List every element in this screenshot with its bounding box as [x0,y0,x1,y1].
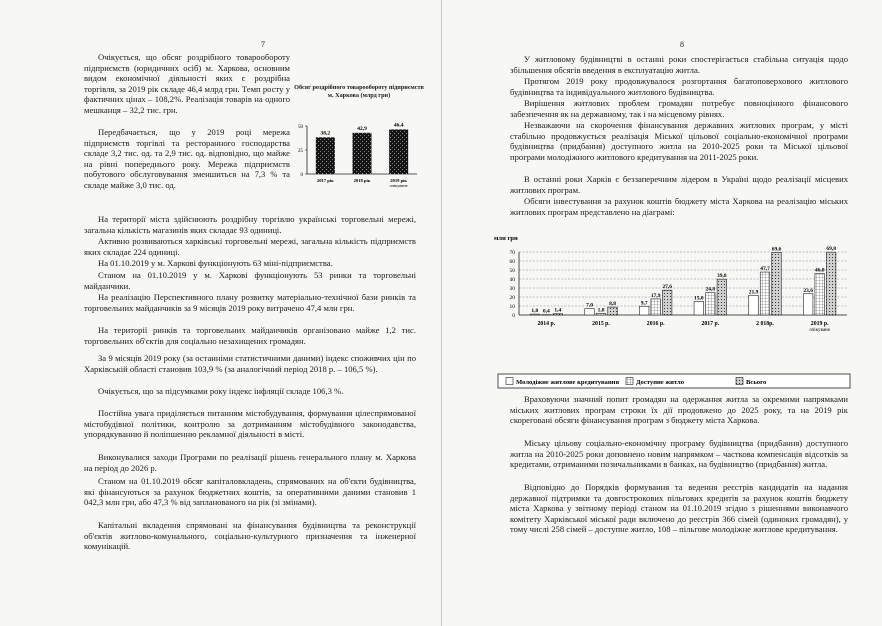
data-label: 7,0 [586,302,593,309]
paragraph: Очікується, що обсяг роздрібного товарообороту підприємств (юридичних осіб) м. Харкова, основним видом економічної діяльності яких є роздрібна торгівля, за 2019 рік складе 46,4 млрд грн. Темп росту у фактичних цінах – 108,2%. Реалізація товарів на одного мешканця – 32,2 тис. грн. [84,52,290,115]
bar [316,137,335,174]
y-tick-label: 0 [300,173,303,178]
data-label: 69,6 [771,246,782,253]
bar [596,313,606,315]
bar [639,306,649,315]
paragraph: На реалізацію Перспективного плану розвитку матеріально-технічної бази ринків та торговельних майданчиків за 9 місяців 2019 року витрачено 47,4 млн грн. [84,292,416,313]
data-label: 21,9 [748,289,759,296]
x-tick-label: 2017 рік [316,178,334,183]
paragraph: Протягом 2019 року продовжувалося розгортання багатоповерхового житлового будівництва та індивідуального житлового будівництва. [510,76,848,97]
y-tick-label: 10 [509,304,515,310]
paragraph: Обсяги інвестування за рахунок коштів бюджету міста Харкова на реалізацію міських житлових програм представлено на діаграмі: [510,196,848,217]
paragraph: Виконувалися заходи Програми по реалізації рішень генерального плану м. Харкова на період до 2026 р. [84,452,416,473]
paragraph: Очікується, що за підсумками року індекс інфляції складе 106,3 %. [98,386,344,396]
data-label: 47,7 [760,266,770,273]
housing-programs-bar-chart [492,226,856,392]
page-number: 7 [261,40,265,49]
data-label: 46,4 [393,122,404,129]
paragraph: На території ринків та торговельних майданчиків організовано майже 1,2 тис. торговельних об'єктів для соціально незахищених громадян. [84,325,416,346]
paragraph: У житловому будівництві в останні роки спостерігається стабільна ситуація щодо збільшення обсягів введення в експлуатацію житла. [510,54,848,75]
legend-label: Всього [746,379,767,386]
paragraph: Капітальні вкладення спрямовані на фінансування будівництва та реконструкції об'єктів житлово-комунального, соціально-культурного призначення та інженерної комунікацій. [84,520,416,551]
legend-swatch [736,378,743,385]
paragraph: Активно розвиваються харківські торговельні мережі, загальна кількість підприємств яких складає 224 одиниці. [84,236,416,257]
bar [760,272,770,315]
legend-swatch [506,378,513,385]
bar [815,274,825,315]
paragraph: На території міста здійснюють роздрібну торгівлю українські торговельні мережі, загальна кількість магазинів яких складає 93 одиниці. [84,214,416,235]
y-tick-label: 20 [509,295,515,301]
bar [826,252,836,315]
bar [585,309,595,315]
bar [553,314,563,315]
x-tick-label: 2015 р. [592,321,610,327]
data-label: 27,6 [662,284,672,291]
legend [498,374,850,388]
paragraph: Вирішення житлових проблем громадян потребує повноцінного фінансового забезпечення як на державному, так і на місцевому рівнях. [510,98,848,119]
bar [353,133,372,174]
paragraph: Міську цільову соціально-економічну програму будівництва (придбання) доступного житла на 2010-2025 роки доповнено новим напрямком – часткова компенсація відсотків за кредитами, отриманими позичальниками в банках, на будівництво (придбання) житла. [510,438,848,469]
data-label: 1,4 [554,307,562,314]
data-label: 24,8 [705,286,716,293]
legend-label: Доступне житло [636,379,685,386]
y-tick-label: 50 [509,268,515,274]
bar [717,279,727,315]
x-tick-label: 2017 р. [701,321,720,327]
legend-swatch [626,378,633,385]
y-tick-label: 0 [512,313,515,319]
x-tick-label: 2016 р. [646,321,665,327]
y-axis-title: млн грн [494,235,518,242]
data-label: 0,4 [542,308,550,315]
paragraph: Передбачається, що у 2019 році мережа підприємств торгівлі та ресторанного господарства складе 3,2 тис. од. та 2,9 тис. од. відповідно, що майже на рівні попереднього року. Мережа підприємств побутового обслуговування зменшиться на 7,3 % та складе майже 3,0 тис. од. [84,127,290,190]
y-tick-label: 60 [509,259,515,265]
page-number: 8 [680,40,684,49]
y-tick-label: 40 [509,277,515,283]
data-label: 1,0 [531,308,539,315]
bar [530,314,540,315]
paragraph: В останні роки Харків є беззаперечним лідером в Україні щодо реалізації місцевих житлових програм. [510,174,848,195]
bar [803,294,813,315]
bar [706,293,716,315]
x-tick-label: 2 018р. [756,321,774,327]
data-label: 38,2 [320,130,331,137]
data-label: 39,8 [717,273,727,280]
y-tick-label: 70 [509,250,515,256]
data-label: 15,0 [694,295,704,302]
small-chart-caption: Обсяг роздрібного товарообороту підприємств м. Харкова (млрд грн) [294,84,424,99]
data-label: 42,9 [357,125,367,132]
x-tick-label: 2019 р. [810,321,829,327]
paragraph: Постійна увага приділяється питанням містобудування, формування цілеспрямованої містобудівної політики, контролю за дотриманням містобудівного законодавства, упорядкуванню й поліпшенню рекламної діяльності в місті. [84,408,416,439]
data-label: 17,9 [650,292,661,299]
y-tick-label: 50 [298,125,303,130]
x-tick-label: очікуване [809,328,830,333]
paragraph: Станом на 01.10.2019 у м. Харкові функціонують 53 ринки та торговельні майданчики. [84,270,416,291]
bar [608,307,618,315]
bar [651,299,661,315]
data-label: 1,8 [597,307,605,314]
x-tick-label: очікуване [389,183,408,188]
legend-label: Молодіжне житлове кредитування [516,379,620,386]
paragraph: Відповідно до Порядків формування та ведення реєстрів кандидатів на надання державної підтримки та довгострокових пільгових кредитів за рахунок коштів бюджету міста Харкова у звітному періоді станом на 01.10.2019 згідно з рішеннями виконавчого комітету Харківської міської ради включено до реєстрів 366 сімей (одиноких громадян), у тому числі 258 сімей – доступне житло, 108 – пільгове молодіжне житлове кредитування. [510,482,848,534]
paragraph: На 01.10.2019 у м. Харкові функціонують 63 міні-підприємства. [98,258,333,268]
paragraph: Враховуючи значний попит громадян на одержання житла за окремими напрямками міських житлових програм строки їх дії продовжено до 2025 року, та на 2019 рік скореговані обсяги фінансування програм з бюджету міста Харкова. [510,394,848,425]
y-tick-label: 25 [298,149,303,154]
data-label: 23,6 [803,287,813,294]
data-label: 9,7 [640,300,648,307]
page-right [442,0,882,626]
small-bar-chart [293,104,425,204]
x-tick-label: 2019 рік [390,178,408,183]
data-label: 69,8 [826,246,836,253]
paragraph: За 9 місяців 2019 року (за останніми статистичними даними) індекс споживчих цін по Харківській області становив 103,9 % (за аналогічний період 2018 р. – 106,5 %). [84,353,416,374]
data-label: 46,0 [814,267,825,274]
bar [389,129,408,174]
bar [749,295,759,315]
x-tick-label: 2014 р. [537,321,556,327]
data-label: 8,8 [609,301,616,308]
paragraph: Незважаючи на скорочення фінансування державних житлових програм, у місті стабільно продовжується реалізація Міської цільової соціально-економічної програми будівництва (придбання) доступного житла на 2010-2025 роки та Міської цільової програми молодіжного житлового кредитування на 2011-2025 роки. [510,120,848,162]
y-tick-label: 30 [509,286,515,292]
x-tick-label: 2018 рік [353,178,371,183]
bar [772,252,782,315]
paragraph: Станом на 01.10.2019 обсяг капіталовкладень, спрямованих на об'єкти будівництва, які фінансуються за рахунок бюджетних коштів, за оперативними даними становив 1 042,3 млн грн, або 47,3 % від запланованого на рік (зі змінами). [84,476,416,507]
bar [694,302,704,316]
bar [662,290,672,315]
